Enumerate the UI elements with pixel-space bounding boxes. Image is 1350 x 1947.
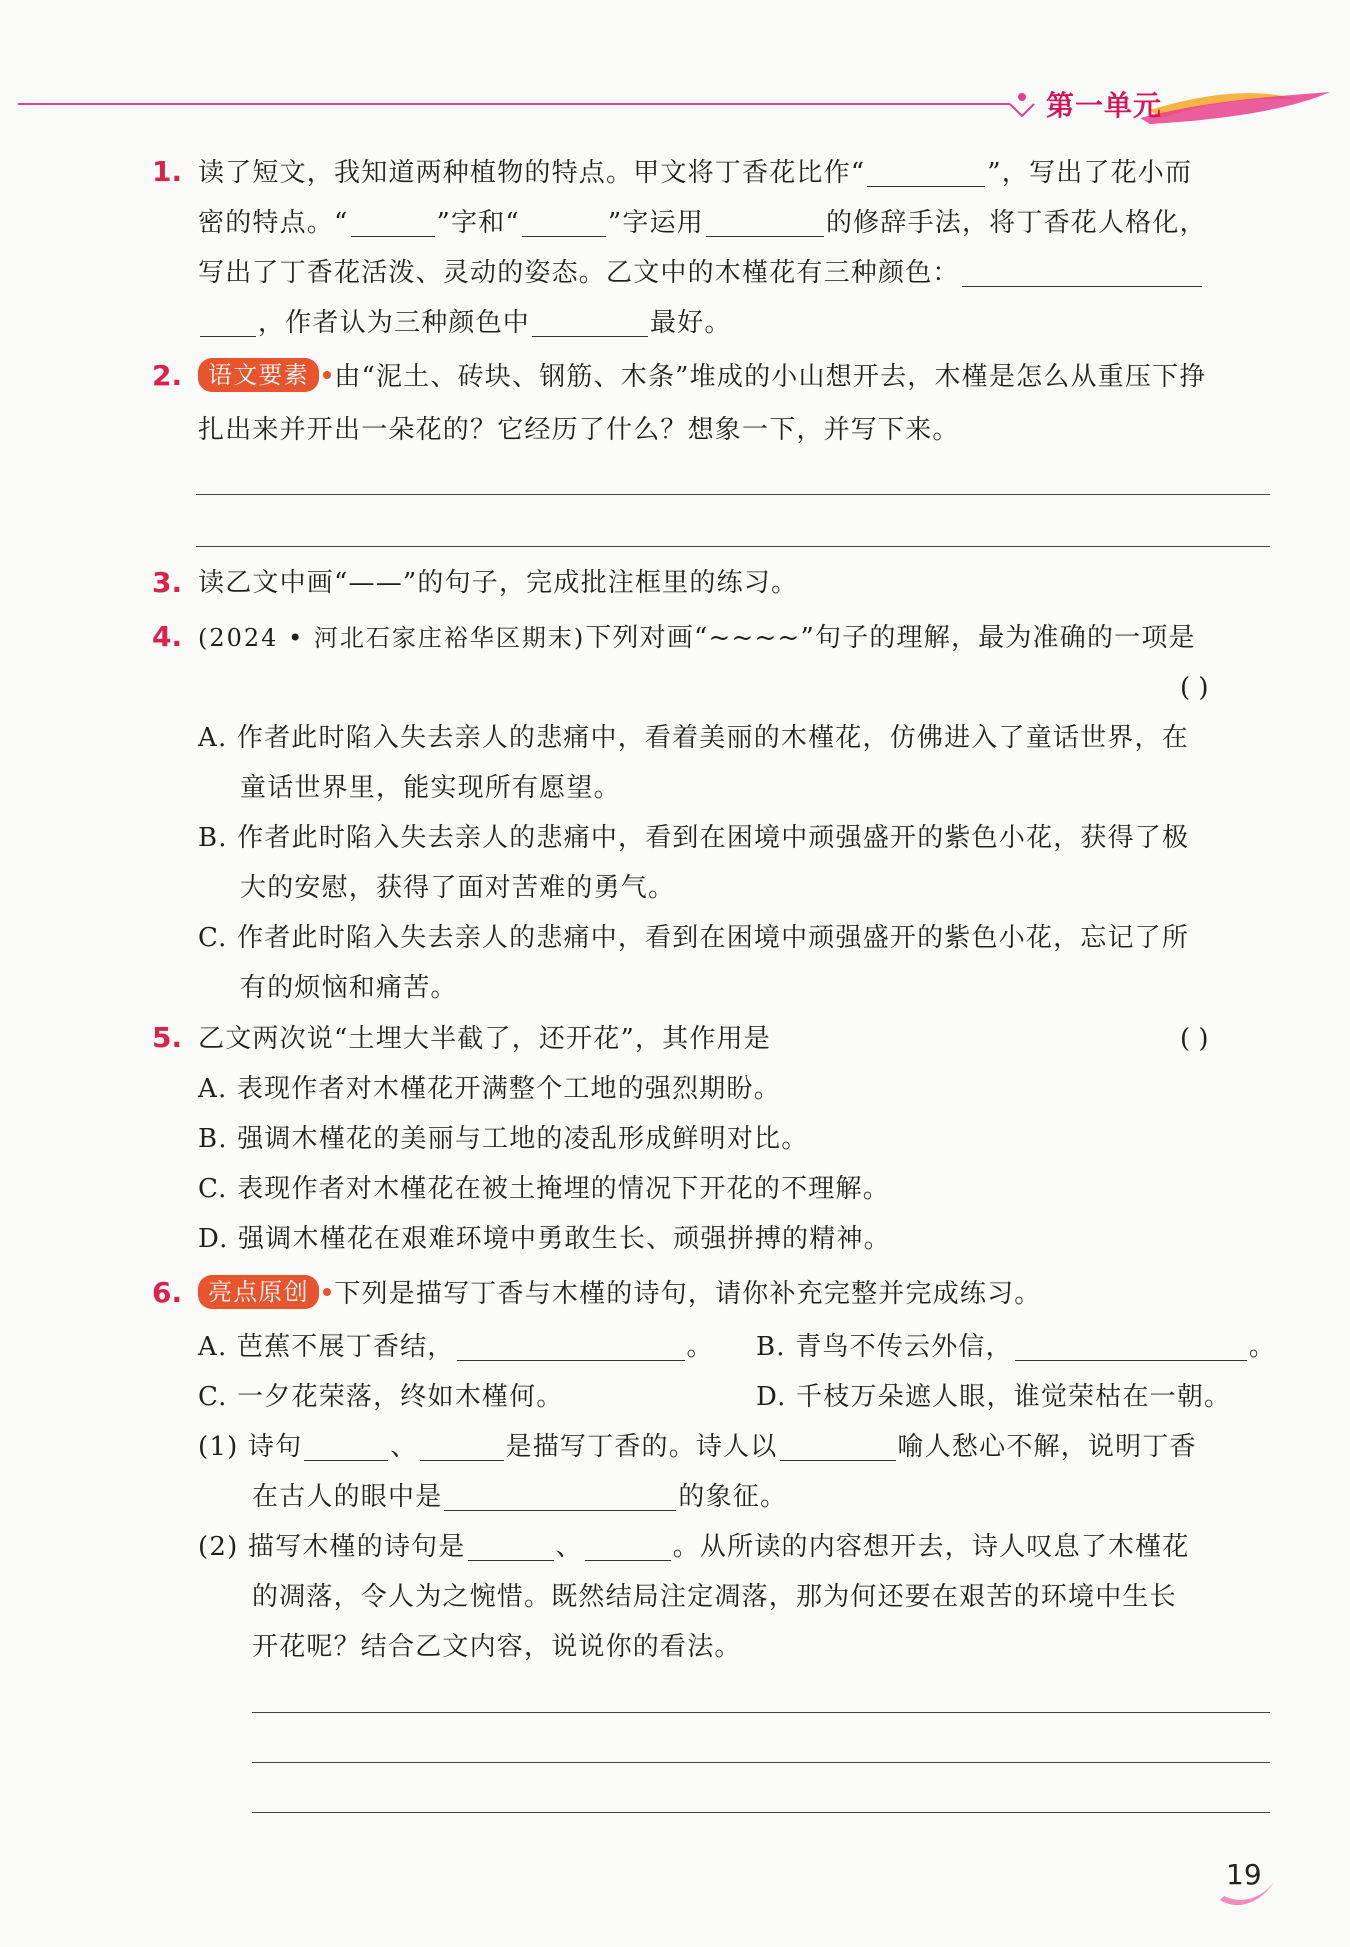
q6-sub1-text-a: (1) 诗句 [198,1432,303,1462]
q5-answer-paren[interactable]: ( ) [1180,1024,1209,1054]
q2-text-1: 由“泥土、砖块、钢筋、木条”堆成的小山想开去，木槿是怎么从重压下挣 [334,362,1207,392]
q6-text: 下列是描写丁香与木槿的诗句，请你补充完整并完成练习。 [334,1279,1042,1309]
q6-sub2-blank-2[interactable] [585,1530,671,1561]
q1-blank-1[interactable] [867,156,985,187]
q6-sub1-blank-4[interactable] [444,1480,676,1511]
q1-text-1b: ”，写出了花小而 [987,158,1193,188]
q6-answer-line-3[interactable] [252,1812,1270,1813]
q6-sub1-text-e: 在古人的眼中是 [252,1482,443,1512]
q6-answer-line-2[interactable] [252,1762,1270,1763]
question-number-5: 5. [152,1021,183,1054]
q2-answer-line-1[interactable] [196,494,1270,495]
q6-option-b-text: B. 青鸟不传云外信， [756,1332,1013,1362]
unit-title: 第一单元 [1046,89,1163,122]
q5-option-b[interactable]: B. 强调木槿花的美丽与工地的凌乱形成鲜明对比。 [198,1124,809,1154]
q6-sub2-line-2: 的凋落，令人为之惋惜。既然结局注定凋落，那为何还要在艰苦的环境中生长 [252,1582,1177,1612]
q2-line-1 [198,352,1206,402]
q6-sub1-blank-2[interactable] [420,1430,504,1461]
q5-option-d[interactable]: D. 强调木槿花在艰难环境中勇敢生长、顽强拼搏的精神。 [198,1224,891,1254]
q1-text-4b: 最好。 [650,308,732,338]
q6-option-b [756,1322,1276,1372]
q1-text-2d: 的修辞手法，将丁香花人格化， [825,208,1207,238]
q4-option-c-2: 有的烦恼和痛苦。 [240,973,458,1003]
q6-sub1-line-2 [252,1472,787,1522]
q6-line-1 [198,1269,1041,1319]
q6-sub1-text-b: 、 [390,1432,418,1462]
q6-sub2-blank-1[interactable] [468,1530,554,1561]
q1-blank-2[interactable] [351,206,435,237]
q6-sub2-line-1 [198,1522,1190,1572]
q6-blank-b[interactable] [1015,1330,1247,1361]
question-number-4: 4. [152,620,183,653]
q6-option-b-end: 。 [1248,1332,1277,1362]
q6-sub2-text-b: 、 [555,1532,583,1562]
q1-blank-4[interactable] [706,206,824,237]
q1-text-2a: 密的特点。“ [198,208,349,238]
question-number-1: 1. [152,155,183,188]
q2-line-2: 扎出来并开出一朵花的？它经历了什么？想象一下，并写下来。 [198,415,960,445]
q1-text-2b: ”字和“ [436,208,520,238]
q4-option-b-2: 大的安慰，获得了面对苦难的勇气。 [240,873,676,903]
q1-text-3: 写出了丁香花活泼、灵动的姿态。乙文中的木槿花有三种颜色： [198,258,960,288]
q6-sub2-line-3: 开花呢？结合乙文内容，说说你的看法。 [252,1632,742,1662]
q1-blank-5-cont[interactable] [200,306,256,337]
q6-sub2-text-a: (2) 描写木槿的诗句是 [198,1532,466,1562]
q4-option-a-1[interactable]: A. 作者此时陷入失去亲人的悲痛中，看着美丽的木槿花，仿佛进入了童话世界，在 [198,723,1189,753]
q6-option-a [198,1322,714,1372]
q5-option-c[interactable]: C. 表现作者对木槿花在被土掩埋的情况下开花的不理解。 [198,1174,890,1204]
question-number-6: 6. [152,1276,183,1309]
q4-option-a-2: 童话世界里，能实现所有愿望。 [240,773,621,803]
q6-sub1-text-f: 的象征。 [678,1482,788,1512]
q1-blank-6[interactable] [532,306,648,337]
q6-sub2-text-c: 。从所读的内容想开去，诗人叹息了木槿花 [672,1532,1190,1562]
q1-text-1a: 读了短文，我知道两种植物的特点。甲文将丁香花比作“ [198,158,866,188]
q6-answer-line-1[interactable] [252,1712,1270,1713]
tag-liangdian-yuanchuang: 亮点原创 [198,1275,319,1309]
q4-option-b-1[interactable]: B. 作者此时陷入失去亲人的悲痛中，看到在困境中顽强盛开的紫色小花，获得了极 [198,823,1190,853]
q6-sub1-blank-3[interactable] [780,1430,896,1461]
q1-line-3 [198,248,1204,298]
q1-blank-3[interactable] [522,206,606,237]
q6-sub1-text-d: 喻人愁心不解，说明丁香 [897,1432,1197,1462]
q4-text: 下列对画“~~~~”句子的理解，最为准确的一项是 [585,623,1196,653]
q1-line-1 [198,148,1192,198]
q3-text: 读乙文中画“——”的句子，完成批注框里的练习。 [198,568,799,598]
q6-sub1-blank-1[interactable] [304,1430,388,1461]
question-number-3: 3. [152,566,183,599]
q6-option-a-text: A. 芭蕉不展丁香结， [198,1332,455,1362]
q4-answer-paren[interactable]: ( ) [1180,673,1209,703]
q1-text-4a: ，作者认为三种颜色中 [258,308,531,338]
q6-option-a-end: 。 [686,1332,714,1362]
question-number-2: 2. [152,359,183,392]
q6-sub1-line-1 [198,1422,1197,1472]
q5-text: 乙文两次说“土埋大半截了，还开花”，其作用是 [198,1024,771,1054]
q6-option-c: C. 一夕花荣落，终如木槿何。 [198,1382,564,1412]
tag-yuwen-yaosu: 语文要素 [198,358,319,392]
q4-option-c-1[interactable]: C. 作者此时陷入失去亲人的悲痛中，看到在困境中顽强盛开的紫色小花，忘记了所 [198,923,1190,953]
q1-text-2c: ”字运用 [607,208,704,238]
q6-sub1-text-c: 是描写丁香的。诗人以 [505,1432,778,1462]
q5-option-a[interactable]: A. 表现作者对木槿花开满整个工地的强烈期盼。 [198,1074,781,1104]
q6-option-d: D. 千枝万朵遮人眼，谁觉荣枯在一朝。 [756,1382,1232,1412]
q6-blank-a[interactable] [457,1330,685,1361]
q1-line-2 [198,198,1207,248]
q4-source: (2024 • 河北石家庄裕华区期末) [198,624,586,652]
page-header [0,0,1350,130]
page-number: 19 [1226,1858,1262,1891]
q4-line-1 [198,613,1196,663]
q1-blank-5[interactable] [962,256,1202,287]
q1-line-4 [198,298,732,348]
q2-answer-line-2[interactable] [196,546,1270,547]
